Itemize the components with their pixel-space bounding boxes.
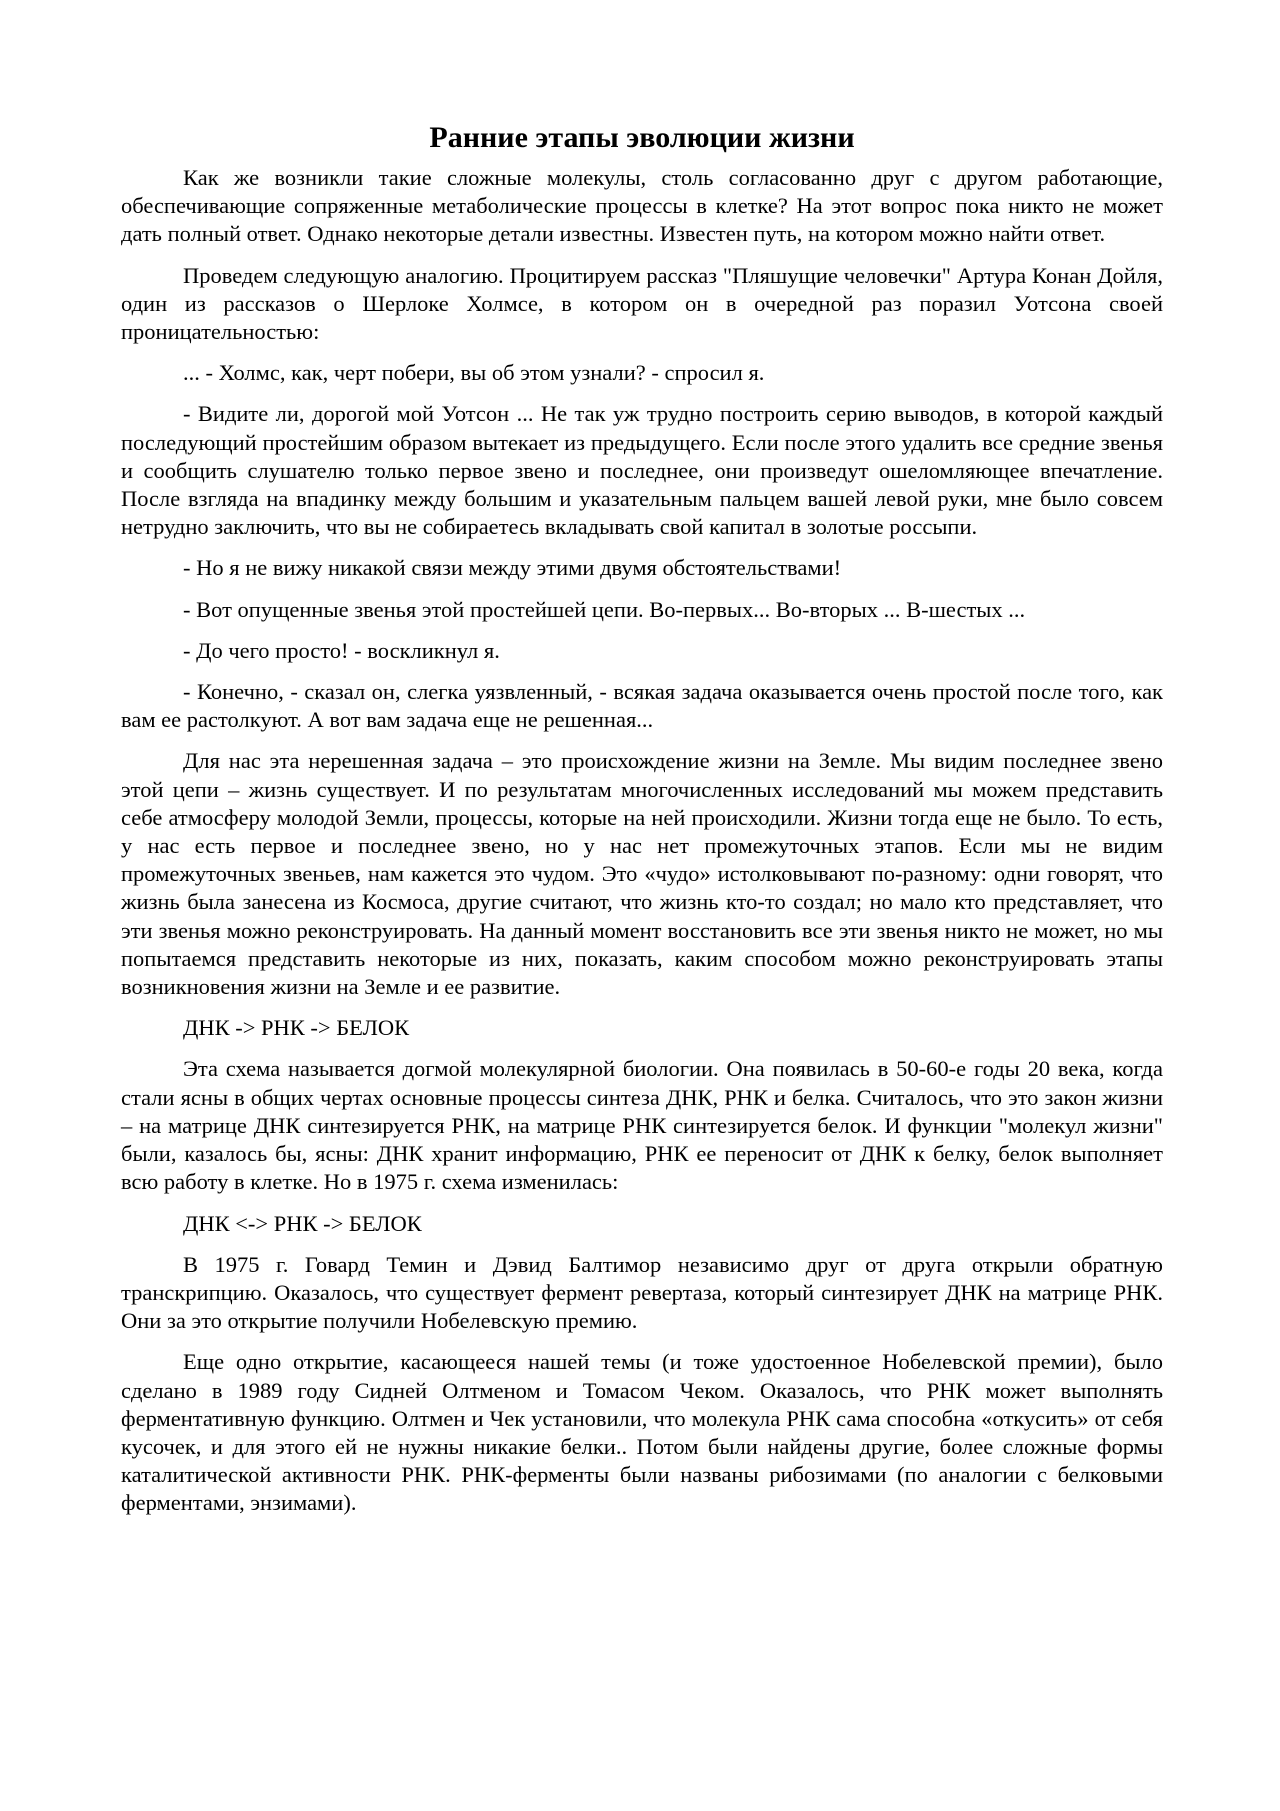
paragraph-quote-5: - До чего просто! - воскликнул я. <box>183 637 500 663</box>
paragraph-intro: Как же возникли такие сложные молекулы, столь согласованно друг с другом работающие, обеспечивающие сопряженные метаболические процессы в клетке? На этот вопрос пока никто не может дать полный ответ. Однако некоторые детали известны. Известен путь, на котором можно найти ответ. <box>121 165 1163 247</box>
paragraph-analogy: Проведем следующую аналогию. Процитируем рассказ "Пляшущие человечки" Артура Конан Дойля, один из рассказов о Шерлоке Холмсе, в котором он в очередной раз поразил Уотсона своей проницательностью: <box>121 262 1163 345</box>
paragraph-central-dogma: Эта схема называется догмой молекулярной биологии. Она появилась в 50-60-е годы 20 века, когда стали ясны в общих чертах основные процессы синтеза ДНК, РНК и белка. Считалось, что это закон жизни – на матрице ДНК синтезируется РНК, на матрице РНК синтезируется белок. И функции "молекул жизни" были, казалось бы, ясны: ДНК хранит информацию, РНК ее переносит от ДНК к белку, белок выполняет всю работу в клетке. Но в 1975 г. схема изменилась: <box>121 1056 1163 1195</box>
paragraph-quote-6: - Конечно, - сказал он, слегка уязвленный, - всякая задача оказывается очень простой после того, как вам ее растолкуют. А вот вам задача еще не решенная... <box>121 679 1163 733</box>
document-title: Ранние этапы эволюции жизни <box>429 121 855 154</box>
paragraph-origin-of-life: Для нас эта нерешенная задача – это происхождение жизни на Земле. Мы видим последнее звено этой цепи – жизнь существует. И по результатам многочисленных исследований мы можем представить себе атмосферу молодой Земли, процессы, которые на ней происходили. Жизни тогда еще не было. То есть, у нас есть первое и последнее звено, но у нас нет промежуточных этапов. Если мы не видим промежуточных звеньев, нам кажется это чудом. Это «чудо» истолковывают по-разному: одни говорят, что жизнь была занесена из Космоса, другие считают, что жизнь кто-то создал; но мало кто представляет, что эти звенья можно реконструировать. На данный момент восстановить все эти звенья никто не может, но мы попытаемся представить некоторые из них, показать, каким способом можно реконструировать этапы возникновения жизни на Земле и ее развитие. <box>121 748 1163 1000</box>
paragraph-quote-1: ... - Холмс, как, черт побери, вы об этом узнали? - спросил я. <box>183 360 765 386</box>
scheme-reverse: ДНК <-> РНК -> БЕЛОК <box>183 1210 422 1236</box>
paragraph-reverse-transcription: В 1975 г. Говард Темин и Дэвид Балтимор независимо друг от друга открыли обратную транскрипцию. Оказалось, что существует фермент ревертаза, который синтезирует ДНК на матрице РНК. Они за это открытие получили Нобелевскую премию. <box>121 1251 1163 1334</box>
paragraph-quote-4: - Вот опущенные звенья этой простейшей цепи. Во-первых... Во-вторых ... В-шестых ... <box>183 596 1026 622</box>
paragraph-ribozymes: Еще одно открытие, касающееся нашей темы (и тоже удостоенное Нобелевской премии), было сделано в 1989 году Сидней Олтменом и Томасом Чеком. Оказалось, что РНК может выполнять ферментативную функцию. Олтмен и Чек установили, что молекула РНК сама способна «откусить» от себя кусочек, и для этого ей не нужны никакие белки.. Потом были найдены другие, более сложные формы каталитической активности РНК. РНК-ферменты были названы рибозимами (по аналогии с белковыми ферментами, энзимами). <box>121 1349 1163 1516</box>
paragraph-quote-2: - Видите ли, дорогой мой Уотсон ... Не так уж трудно построить серию выводов, в которой каждый последующий простейшим образом вытекает из предыдущего. Если после этого удалить все средние звенья и сообщить слушателю только первое звено и последнее, они произведут ошеломляющее впечатление. После взгляда на впадинку между большим и указательным пальцем вашей левой руки, мне было совсем нетрудно заключить, что вы не собираетесь вкладывать свой капитал в золотые россыпи. <box>121 401 1163 540</box>
paragraph-quote-3: - Но я не вижу никакой связи между этими двумя обстоятельствами! <box>183 555 842 581</box>
document-page <box>121 116 1163 1531</box>
scheme-dogma: ДНК -> РНК -> БЕЛОК <box>183 1015 410 1041</box>
